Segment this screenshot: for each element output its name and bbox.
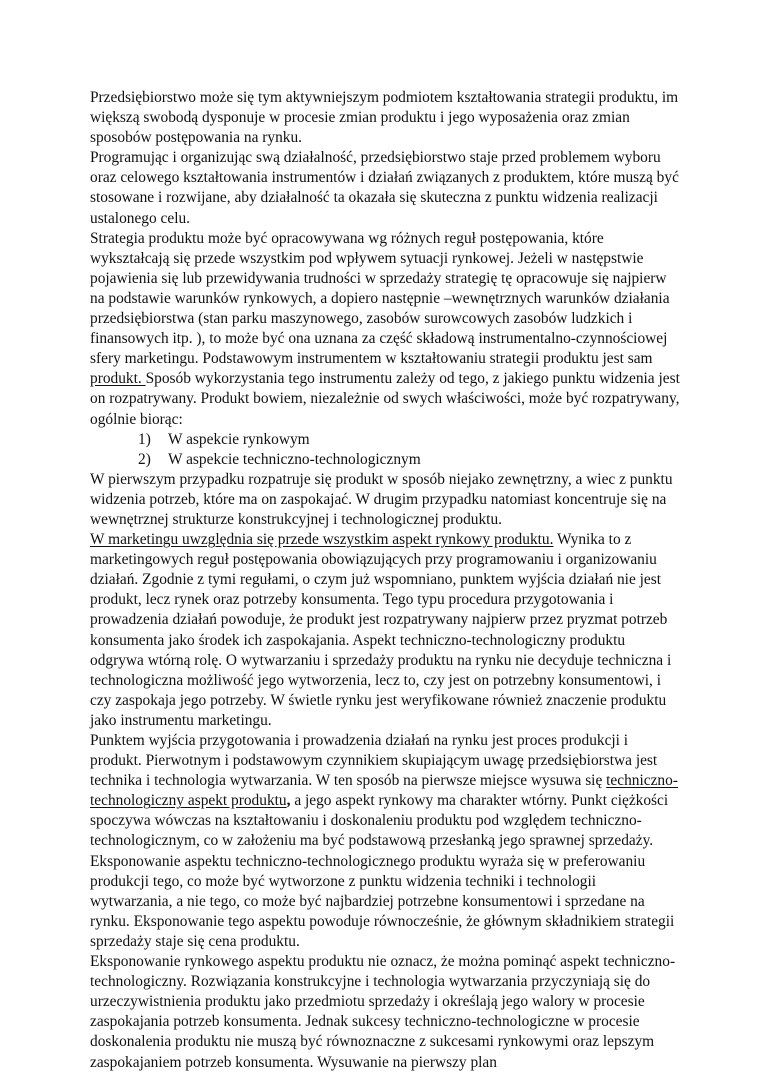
paragraph-7: Eksponowanie aspektu techniczno-technologicznego produktu wyraża się w preferowaniu produkcji tego, co może być wytworzone z punktu widzenia techniki i technologii wytwarzania, a nie tego, co może być najbardziej potrzebne konsumentowi i sprzedane na rynku. Eksponowanie tego aspektu powoduje równocześnie, że głównym składnikiem strategii sprzedaży staje się cena produktu.: [90, 852, 675, 950]
paragraph-4: W pierwszym przypadku rozpatruje się produkt w sposób niejako zewnętrzny, a wiec z punktu widzenia potrzeb, które ma on zaspokajać. W drugim przypadku natomiast koncentruje się na wewnętrznej strukturze konstrukcyjnej i technologicznej produktu.: [90, 470, 673, 528]
paragraph-3-text-b: Sposób wykorzystania tego instrumentu zależy od tego, z jakiego punktu widzenia jest on rozpatrywany. Produkt bowiem, niezależnie od swych właściwości, może być rozpatrywany, ogólnie biorąc:: [90, 370, 680, 428]
list-text: W aspekcie techniczno-technologicznym: [168, 450, 421, 468]
list-item: [90, 430, 680, 450]
aspect-list: [90, 430, 680, 470]
underlined-produkt: produkt.: [90, 370, 146, 388]
paragraph-6-text-b: a jego aspekt rynkowy ma charakter wtórny. Punkt ciężkości spoczywa wówczas na kształtowaniu i doskonaleniu produktu pod względem techniczno-technologicznym, co w założeniu ma być podstawową przesłanką jego sprawnej sprzedaży.: [90, 792, 669, 850]
list-number: 1): [138, 430, 151, 448]
list-text: W aspekcie rynkowym: [168, 430, 310, 448]
paragraph-3: [90, 229, 680, 430]
paragraph-1: Przedsiębiorstwo może się tym aktywniejszym podmiotem kształtowania strategii produktu, im większą swobodą dysponuje w procesie zmian produktu i jego wyposażenia oraz zmian sposobów postępowania na rynku.: [90, 89, 679, 147]
paragraph-6: [90, 731, 680, 852]
bold-comma: ,: [286, 792, 291, 810]
underlined-marketing-sentence: W marketingu uwzględnia się przede wszystkim aspekt rynkowy produktu.: [90, 531, 554, 549]
paragraph-8: Eksponowanie rynkowego aspektu produktu nie oznacz, że można pominąć aspekt techniczno-technologiczny. Rozwiązania konstrukcyjne i technologia wytwarzania przyczyniają się do urzeczywistnienia produktu jako przedmiotu sprzedaży i określają jego walory w procesie zaspokajania potrzeb konsumenta. Jednak sukcesy techniczno-technologiczne w procesie doskonalenia produktu nie muszą być równoznaczne z sukcesami rynkowymi oraz lepszym zaspokajaniem potrzeb konsumenta. Wysuwanie na pierwszy plan: [90, 953, 676, 1071]
paragraph-2: Programując i organizując swą działalność, przedsiębiorstwo staje przed problemem wyboru oraz celowego kształtowania instrumentów i działań związanych z produktem, które muszą być stosowane i rozwijane, aby działalność ta okazała się skuteczna z punktu widzenia realizacji ustalonego celu.: [90, 149, 679, 227]
list-item: [90, 450, 680, 470]
underlined-technical-aspect: techniczno-technologiczny aspekt produktu: [90, 772, 678, 810]
paragraph-5-text: Wynika to z marketingowych reguł postępowania obowiązujących przy programowaniu i organizowaniu działań. Zgodnie z tymi regułami, o czym już wspomniano, punktem wyjścia działań nie jest produkt, lecz rynek oraz potrzeby konsumenta. Tego typu procedura przygotowania i prowadzenia działań powoduje, że produkt jest rozpatrywany najpierw przez pryzmat potrzeb konsumenta jako środek ich zaspokajania. Aspekt techniczno-technologiczny produktu odgrywa wtórną rolę. O wytwarzaniu i sprzedaży produktu na rynku nie decyduje techniczna i technologiczna możliwość jego wytworzenia, lecz to, czy jest on potrzebny konsumentowi, i czy zaspokaja jego potrzeby. W świetle rynku jest weryfikowane również znaczenie produktu jako instrumentu marketingu.: [90, 531, 672, 729]
document-page: [90, 88, 680, 1073]
paragraph-3-text-a: Strategia produktu może być opracowywana wg różnych reguł postępowania, które wykształcają się przede wszystkim pod wpływem sytuacji rynkowej. Jeżeli w następstwie pojawienia się lub przewidywania trudności w sprzedaży strategię tę opracowuje się najpierw na podstawie warunków rynkowych, a dopiero następnie –wewnętrznych warunków działania przedsiębiorstwa (stan parku maszynowego, zasobów surowcowych zasobów ludzkich i finansowych itp. ), to może być ona uznana za część składową instrumentalno-czynnościowej sfery marketingu. Podstawowym instrumentem w kształtowaniu strategii produktu jest sam: [90, 229, 670, 368]
paragraph-5: [90, 530, 680, 731]
list-number: 2): [138, 450, 151, 468]
paragraph-6-text-a: Punktem wyjścia przygotowania i prowadzenia działań na rynku jest proces produkcji i produkt. Pierwotnym i podstawowym czynnikiem skupiającym uwagę przedsiębiorstwa jest technika i technologia wytwarzania. W ten sposób na pierwsze miejsce wysuwa się: [90, 732, 658, 790]
